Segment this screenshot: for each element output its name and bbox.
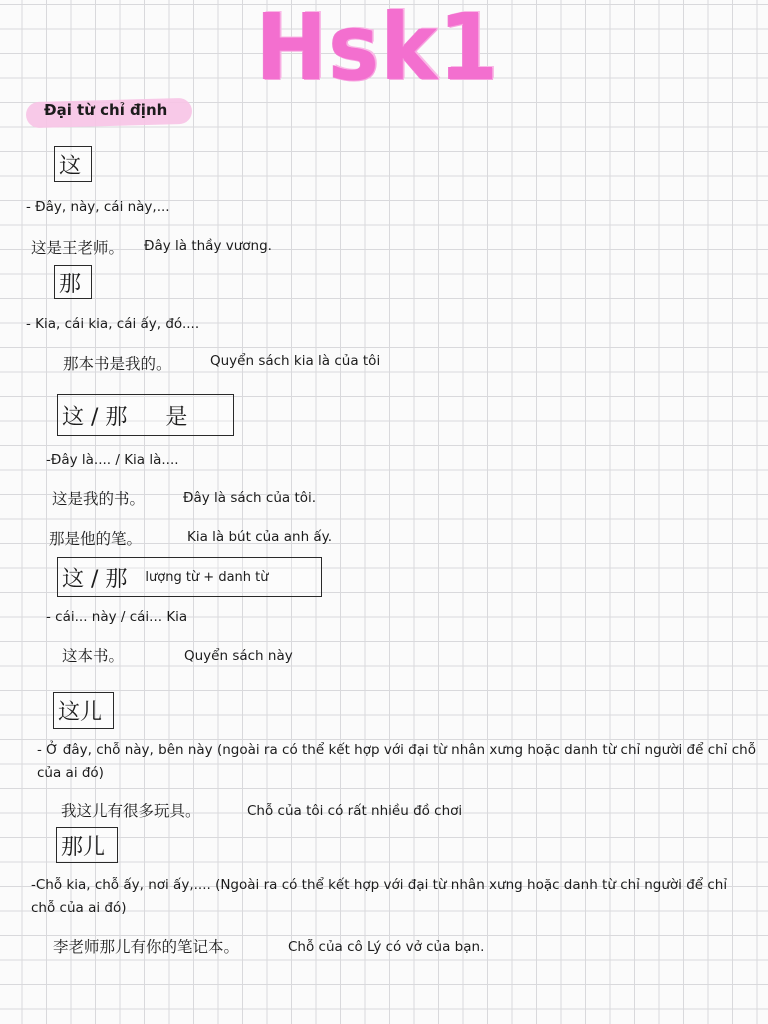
page-title: Hsk1	[256, 0, 500, 101]
word-box-na	[54, 265, 92, 299]
example-zh-measure: 这本书。	[62, 647, 125, 665]
example-vi-measure: Quyển sách này	[184, 648, 293, 664]
word-box-zhe-na-shi	[57, 394, 234, 436]
example-zh-zher: 我这儿有很多玩具。	[61, 802, 201, 820]
section-heading: Đại từ chỉ định	[44, 101, 168, 119]
example-zh-na: 那本书是我的。	[63, 355, 172, 373]
word-shi: 是	[165, 404, 188, 430]
word-zhe: 这	[59, 153, 82, 179]
word-box-zhe	[54, 146, 92, 182]
meaning-zhe-na-shi: -Đây là.... / Kia là....	[46, 452, 179, 468]
word-zher: 这儿	[58, 700, 103, 725]
example-zh-nar: 李老师那儿有你的笔记本。	[53, 938, 240, 956]
measure-tag: lượng từ + danh từ	[145, 569, 269, 585]
word-box-zher	[53, 692, 114, 729]
meaning-nar: -Chỗ kia, chỗ ấy, nơi ấy,.... (Ngoài ra có thể kết hợp với đại từ nhân xưng hoặc danh từ chỉ người để chỉ chỗ của ai đó)	[31, 877, 728, 916]
example-zh-2: 那是他的笔。	[49, 530, 143, 548]
example-zh-zhe: 这是王老师。	[31, 239, 125, 257]
example-vi-zhe: Đây là thầy vương.	[144, 238, 272, 254]
word-box-nar	[56, 827, 118, 863]
example-zh-1: 这是我的书。	[52, 490, 146, 508]
meaning-na: - Kia, cái kia, cái ấy, đó....	[26, 316, 200, 332]
example-vi-na: Quyển sách kia là của tôi	[210, 353, 381, 369]
example-vi-zher: Chỗ của tôi có rất nhiều đồ chơi	[247, 803, 463, 819]
example-vi-2: Kia là bút của anh ấy.	[187, 529, 333, 545]
meaning-zhe-na-measure: - cái... này / cái... Kia	[46, 609, 188, 625]
word-nar: 那儿	[61, 834, 106, 860]
meaning-zher: - Ở đây, chỗ này, bên này (ngoài ra có thể kết hợp với đại từ nhân xưng hoặc danh từ chỉ người để chỉ chỗ của ai đó)	[37, 742, 756, 781]
example-vi-nar: Chỗ của cô Lý có vở của bạn.	[288, 939, 485, 955]
example-vi-1: Đây là sách của tôi.	[183, 490, 317, 506]
word-box-zhe-na-measure	[57, 557, 322, 597]
word-zhe-na: 这 / 那	[62, 404, 128, 430]
meaning-zhe: - Đây, này, cái này,...	[26, 199, 170, 215]
word-na: 那	[59, 271, 82, 297]
word-zhe-na-2: 这 / 那	[62, 566, 128, 592]
